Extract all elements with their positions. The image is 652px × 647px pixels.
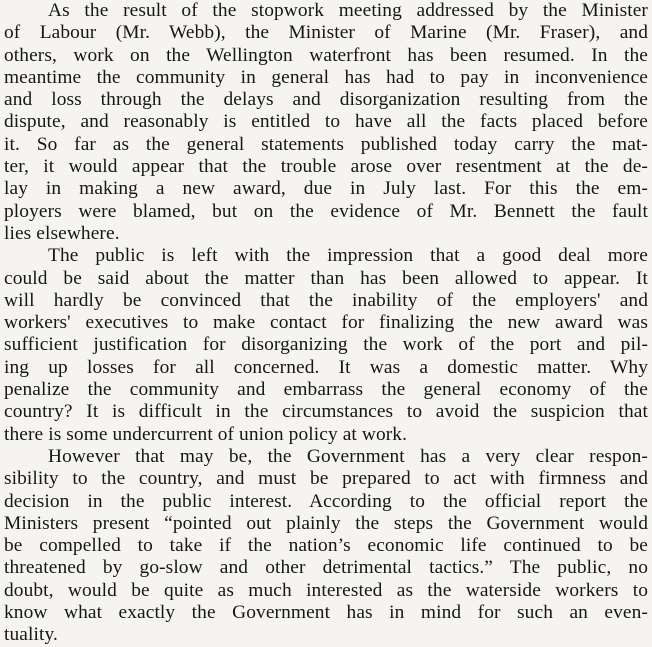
text-line: know what exactly the Government has in mind for such an even-	[4, 602, 648, 624]
text-line: there is some undercurrent of union policy at work.	[4, 423, 408, 445]
text-line: doubt, would be quite as much interested as the waterside workers to	[4, 579, 648, 601]
text-line: it. So far as the general statements published today carry the mat-	[4, 133, 648, 155]
text-line: As the result of the stopwork meeting addressed by the Minister	[48, 0, 648, 21]
paragraph-2	[4, 245, 648, 446]
article-column	[4, 0, 648, 647]
text-line: others, work on the Wellington waterfront has been resumed. In the	[4, 44, 648, 66]
text-line: However that may be, the Government has a very clear respon-	[48, 445, 648, 467]
text-line: sibility to the country, and must be prepared to act with firmness and	[4, 468, 648, 490]
text-line: be compelled to take if the nation’s economic life continued to be	[4, 535, 648, 557]
text-line: Ministers present “pointed out plainly the steps the Government would	[4, 512, 648, 534]
text-line: lay in making a new award, due in July last. For this the em-	[4, 178, 648, 200]
text-line: ployers were blamed, but on the evidence of Mr. Bennett the fault	[4, 200, 648, 222]
text-line: sufficient justification for disorganizing the work of the port and pil-	[4, 334, 648, 356]
text-line: The public is left with the impression that a good deal more	[48, 245, 648, 267]
text-line: tuality.	[4, 624, 58, 646]
text-line: workers' executives to make contact for finalizing the new award was	[4, 312, 648, 334]
text-line: threatened by go-slow and other detrimental tactics.” The public, no	[4, 557, 648, 579]
text-line: could be said about the matter than has been allowed to appear. It	[4, 267, 648, 289]
text-line: ing up losses for all concerned. It was a domestic matter. Why	[4, 356, 648, 378]
text-line: lies elsewhere.	[4, 222, 120, 244]
text-line: ter, it would appear that the trouble arose over resentment at the de-	[4, 156, 648, 178]
text-line: will hardly be convinced that the inability of the employers' and	[4, 289, 648, 311]
paragraph-1	[4, 0, 648, 245]
text-line: of Labour (Mr. Webb), the Minister of Marine (Mr. Fraser), and	[4, 22, 648, 44]
text-line: dispute, and reasonably is entitled to have all the facts placed before	[4, 111, 648, 133]
text-line: penalize the community and embarrass the general economy of the	[4, 379, 648, 401]
text-line: country? It is difficult in the circumstances to avoid the suspicion that	[4, 401, 648, 423]
text-line: decision in the public interest. According to the official report the	[4, 490, 648, 512]
paragraph-3	[4, 446, 648, 647]
text-line: meantime the community in general has had to pay in inconvenience	[4, 66, 648, 88]
text-line: and loss through the delays and disorganization resulting from the	[4, 89, 648, 111]
